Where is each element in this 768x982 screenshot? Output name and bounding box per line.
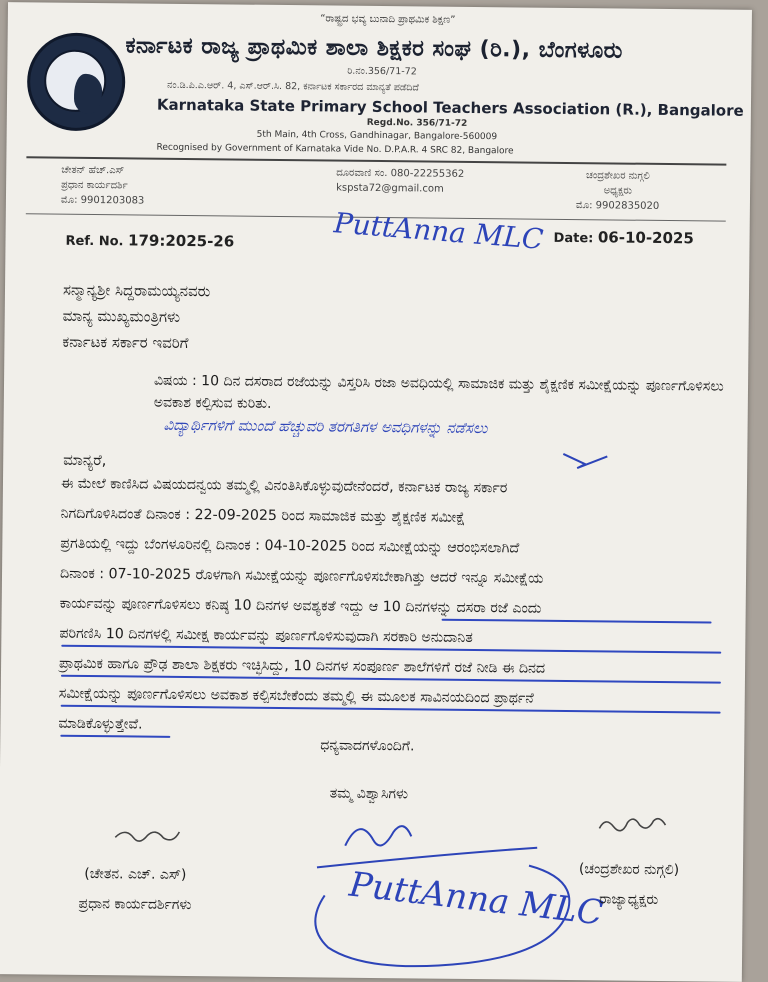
body-line: ಸಮೀಕ್ಷೆಯನ್ನು ಪೂರ್ಣಗೊಳಿಸಲು ಅವಕಾಶ ಕಲ್ಪಿಸಬೇಕೆಂದು ತಮ್ಮಲ್ಲಿ ಈ ಮೂಲಕ ಸಾವಿನಯದಿಂದ ಪ್ರಾರ್ಥನೆ [58, 685, 534, 707]
office-phone: ದೂರವಾಣಿ ಸಂ. 080-22255362 [336, 167, 465, 180]
address-english: 5th Main, 4th Cross, Gandhinagar, Bangalore-560009 [256, 129, 498, 143]
left-contact-name: ಚೇತನ್ ಹೆಚ್.ಎಸ್ [61, 164, 125, 177]
signatory-right [579, 854, 680, 915]
tagline: “ರಾಷ್ಟ್ರದ ಭವ್ಯ ಬುನಾದಿ ಪ್ರಾಥಮಿಕ ಶಿಕ್ಷಣ” [320, 13, 456, 26]
signatory-right-name: (ಚಂದ್ರಶೇಖರ ನುಗ್ಗಲಿ) [578, 861, 680, 879]
office-email: kspsta72@gmail.com [336, 182, 444, 195]
addressee-line: ಮಾನ್ಯ ಮುಖ್ಯಮಂತ್ರಿಗಳು [62, 306, 181, 326]
body-line: ಕಾರ್ಯವನ್ನು ಪೂರ್ಣಗೊಳಿಸಲು ಕನಿಷ್ಠ 10 ದಿನಗಳ ಅವಶ್ಯಕತೆ ಇದ್ದು ಆ 10 ದಿನಗಳನ್ನು ದಸರಾ ರಜೆ ಎಂದು [59, 595, 542, 617]
body-line: ಈ ಮೇಲೆ ಕಾಣಿಸಿದ ವಿಷಯದನ್ವಯ ತಮ್ಮಲ್ಲಿ ವಿನಂತಿಸಿಕೊಳ್ಳುವುದೇನೆಂದರೆ, ಕರ್ನಾಟಕ ರಾಜ್ಯ ಸರ್ಕಾರ [60, 475, 508, 497]
addressee-line: ಕರ್ನಾಟಕ ಸರ್ಕಾರ ಇವರಿಗೆ [62, 332, 189, 353]
body-line: ದಿನಾಂಕ : 07-10-2025 ರೊಳಗಾಗಿ ಸಮೀಕ್ಷೆಯನ್ನು ಪೂರ್ಣಗೊಳಿಸಬೇಕಾಗಿತ್ತು ಆದರೆ ಇನ್ನೂ ಸಮೀಕ್ಷೆಯ [59, 565, 544, 587]
reference-value: 179:2025-26 [127, 231, 235, 251]
closing-line: ತಮ್ಮ ವಿಶ್ವಾಸಿಗಳು [329, 785, 409, 803]
center-ink-signature [345, 826, 411, 847]
signatory-right-role: ರಾಜ್ಯಾಧ್ಯಕ್ಷರು [599, 891, 659, 908]
regd-number-kannada: ರಿ.ನಂ.356/71-72 [347, 65, 417, 78]
thanks-line: ಧನ್ಯವಾದಗಳೊಂದಿಗೆ. [320, 737, 415, 755]
subject-handwritten-note: ವಿದ್ಯಾರ್ಥಿಗಳಿಗೆ ಮುಂದೆ ಹೆಚ್ಚುವರಿ ತರಗತಿಗಳ ಅವಧಿಗಳನ್ನು ನಡೆಸಲು [163, 415, 488, 438]
signatory-left-name: (ಚೇತನ. ಎಚ್. ಎಸ್) [84, 865, 187, 884]
addressee-line: ಸನ್ಮಾನ್ಯಶ್ರೀ ಸಿದ್ದರಾಮಯ್ಯನವರು [62, 280, 211, 301]
subject-line: ವಿಷಯ : 10 ದಿನ ದಸರಾದ ರಜೆಯನ್ನು ವಿಸ್ತರಿಸಿ ರಜಾ ಅವಧಿಯಲ್ಲಿ ಸಾಮಾಜಿಕ ಮತ್ತು ಶೈಕ್ಷಣಿಕ ಸಮೀಕ್ಷೆಯನ್ನು ಪೂರ್ಣಗೊಳಿಸಲು ಅವಕಾಶ ಕಲ್ಪಿಸುವ ಕುರಿತು. [153, 372, 724, 412]
ink-mark [563, 454, 607, 468]
address-kannada: ನಂ.ಡಿ.ಪಿ.ಎ.ಆರ್. 4, ಎಸ್.ಆರ್.ಸಿ. 82, ಕರ್ನಾಟಕ ಸರ್ಕಾರದ ಮಾನ್ಯತೆ ಪಡೆದಿದೆ [167, 79, 419, 94]
signatory-left [78, 859, 192, 920]
handwritten-note-top: PuttAnna MLC [332, 206, 545, 256]
right-signature [599, 818, 665, 831]
reference-label: Ref. No. [65, 233, 124, 250]
ink-signature-line [317, 845, 537, 869]
title-kannada: ಕರ್ನಾಟಕ ರಾಜ್ಯ ಪ್ರಾಥಮಿಕ ಶಾಲಾ ಶಿಕ್ಷಕರ ಸಂಘ (ರಿ.), ಬೆಂಗಳೂರು [125, 33, 623, 64]
handwritten-signatures [0, 2, 752, 982]
title-english: Karnataka State Primary School Teachers Association (R.), Bangalore [156, 95, 744, 120]
date-value: 06-10-2025 [597, 228, 694, 248]
right-contact-phone: ಮೊ: 9902835020 [575, 200, 660, 212]
handwritten-note-bottom: PuttAnna MLC [347, 864, 606, 934]
left-contact-phone: ಮೊ: 9901203083 [60, 194, 145, 207]
right-contact-role: ಅಧ್ಯಕ್ಷರು [603, 185, 632, 197]
body-line: ಪ್ರಾಥಮಿಕ ಹಾಗೂ ಪ್ರೌಢ ಶಾಲಾ ಶಿಕ್ಷಕರು ಇಚ್ಛಿಸಿದ್ದು, 10 ದಿನಗಳ ಸಂಪೂರ್ಣ ಶಾಲೆಗಳಿಗೆ ರಜೆ ನೀಡಿ ಈ ದಿನದ [59, 655, 546, 677]
body-line: ಪ್ರಗತಿಯಲ್ಲಿ ಇದ್ದು ಬೆಂಗಳೂರಿನಲ್ಲಿ ದಿನಾಂಕ : 04-10-2025 ರಿಂದ ಸಮೀಕ್ಷೆಯನ್ನು ಆರಂಭಿಸಲಾಗಿದೆ [60, 535, 520, 557]
date-label: Date: [553, 230, 594, 247]
body-line: ನಿಗದಿಗೊಳಿಸಿದಂತೆ ದಿನಾಂಕ : 22-09-2025 ರಿಂದ ಸಾಮಾಜಿಕ ಮತ್ತು ಶೈಕ್ಷಣಿಕ ಸಮೀಕ್ಷೆ [60, 505, 466, 526]
letter-sheet [0, 2, 752, 982]
body-line: ಪರಿಗಣಿಸಿ 10 ದಿನಗಳಲ್ಲಿ ಸಮೀಕ್ಷ ಕಾರ್ಯವನ್ನು ಪೂರ್ಣಗೊಳಿಸುವುದಾಗಿ ಸರಕಾರಿ ಅನುದಾನಿತ [59, 625, 473, 647]
body-line: ಮಾಡಿಕೊಳ್ಳುತ್ತೇವೆ. [58, 715, 143, 733]
regd-number-english: Regd.No. 356/71-72 [366, 117, 468, 129]
right-contact-name: ಚಂದ್ರಶೇಖರ ನುಗ್ಗಲಿ [585, 170, 650, 182]
recognition-line: Recognised by Government of Karnataka Vide No. D.P.A.R. 4 SRC 82, Bangalore [156, 142, 514, 157]
salutation: ಮಾನ್ಯರೆ, [63, 450, 107, 470]
left-signature [115, 831, 179, 841]
left-contact-role: ಪ್ರಧಾನ ಕಾರ್ಯದರ್ಶಿ [61, 179, 128, 192]
signatory-left-role: ಪ್ರಧಾನ ಕಾರ್ಯದರ್ಶಿಗಳು [78, 895, 192, 914]
